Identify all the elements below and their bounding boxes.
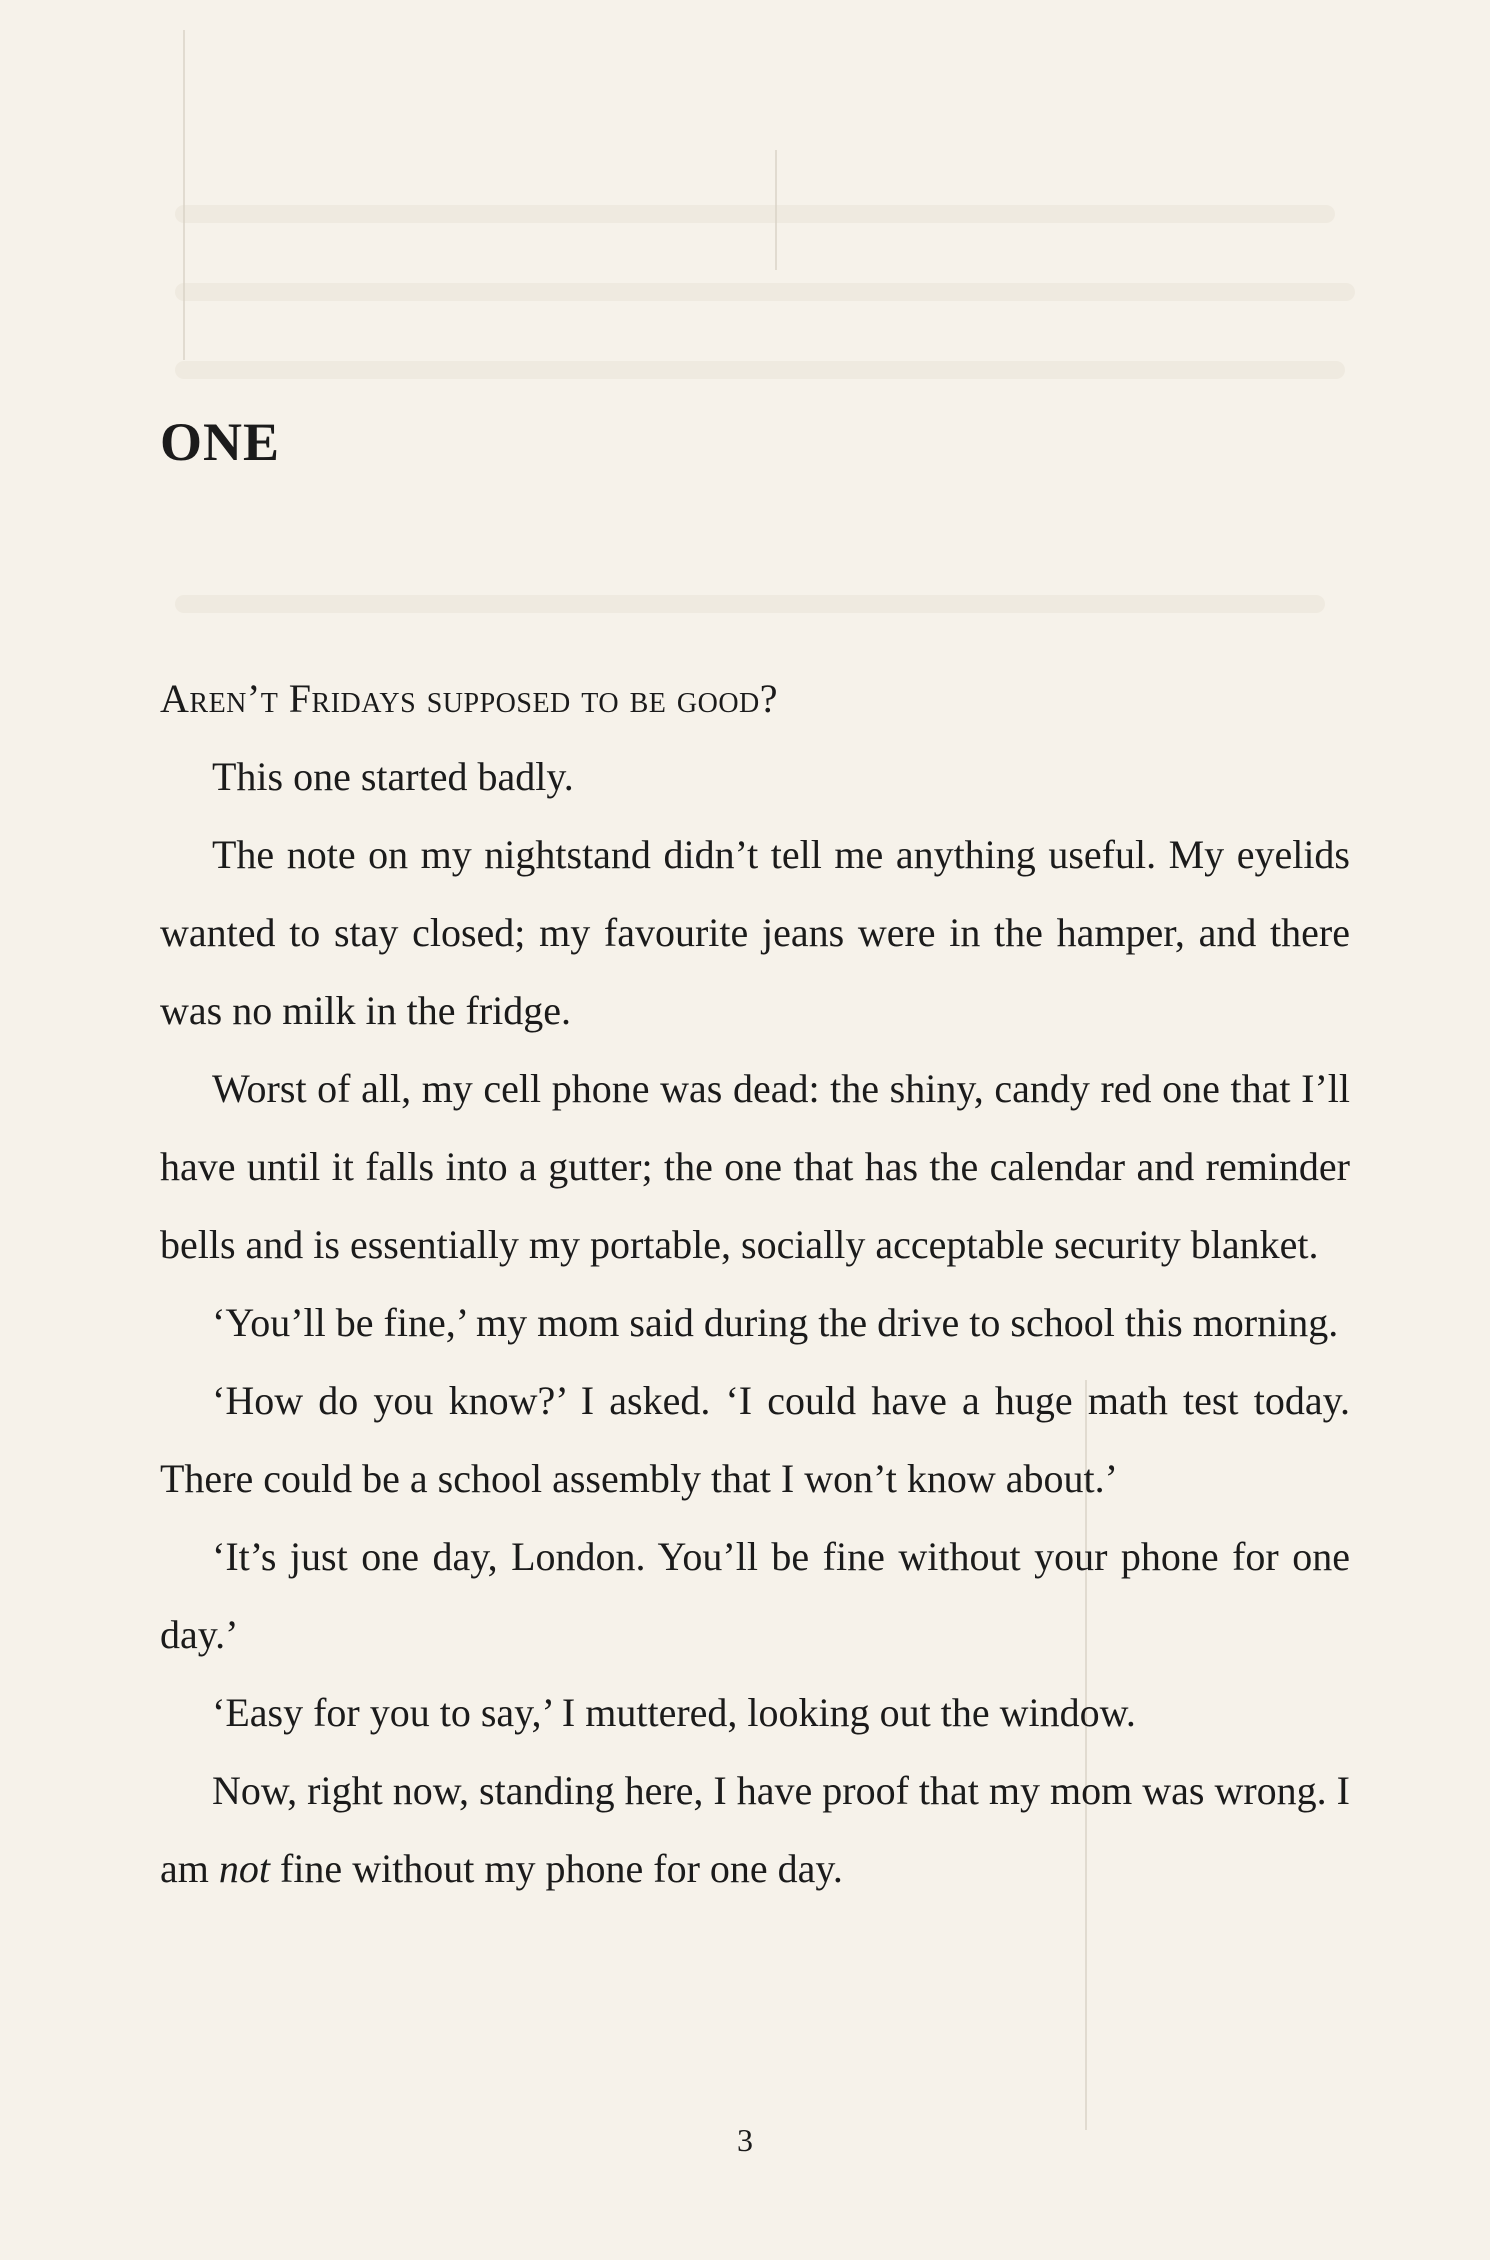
paragraph: The note on my nightstand didn’t tell me anything useful. My eyelids wanted to stay closed; my favourite jeans were in the hamper, and there was no milk in the fridge.: [160, 832, 1350, 1033]
paper-crease: [775, 150, 777, 270]
paragraph-final: [160, 1752, 1350, 1908]
show-through-line: [175, 283, 1355, 301]
show-through-line: [175, 595, 1325, 613]
paper-crease: [183, 30, 185, 360]
paragraph: ‘Easy for you to say,’ I muttered, looking out the window.: [212, 1690, 1136, 1735]
paragraph: ‘How do you know?’ I asked. ‘I could have a huge math test today. There could be a school assembly that I won’t know about.’: [160, 1378, 1350, 1501]
chapter-body: [160, 660, 1350, 1908]
opening-smallcaps: Aren’t Fridays supposed to be good?: [160, 676, 779, 721]
paragraph: ‘You’ll be fine,’ my mom said during the drive to school this morning.: [212, 1300, 1339, 1345]
page-number: 3: [737, 2122, 753, 2158]
text-segment: Now, right now, standing here, I have proof that my mom was wrong. I am: [160, 1768, 1350, 1891]
paragraph-opening: [160, 660, 1350, 738]
paragraph: This one started badly.: [212, 754, 574, 799]
show-through-line: [175, 361, 1345, 379]
chapter-title: ONE: [160, 412, 281, 472]
text-segment: fine without my phone for one day.: [270, 1846, 843, 1891]
paragraph: Worst of all, my cell phone was dead: the shiny, candy red one that I’ll have until it falls into a gutter; the one that has the calendar and reminder bells and is essentially my portable, socially acceptable security blanket.: [160, 1066, 1350, 1267]
paragraph: ‘It’s just one day, London. You’ll be fine without your phone for one day.’: [160, 1534, 1350, 1657]
show-through-line: [175, 205, 1335, 223]
emphasis-word: not: [218, 1846, 270, 1891]
